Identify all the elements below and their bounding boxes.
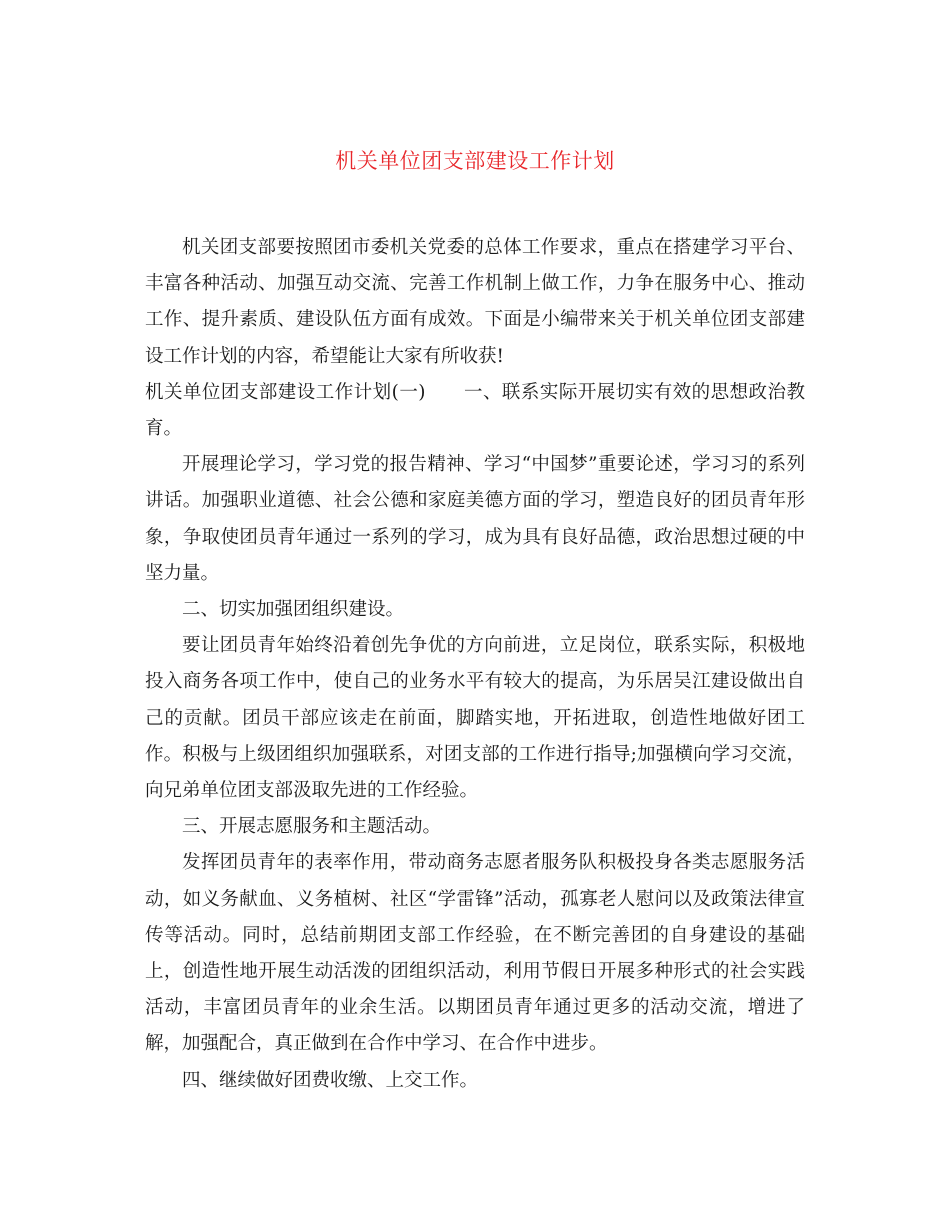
paragraph-volunteer: 发挥团员青年的表率作用，带动商务志愿者服务队积极投身各类志愿服务活动，如义务献血、义务植树、社区“学雷锋”活动，孤寡老人慰问以及政策法律宣传等活动。同时，总结前期团支部工作经验，在不断完善团的自身建设的基础上，创造性地开展生动活泼的团组织活动，利用节假日开展多种形式的社会实践活动，丰富团员青年的业余生活。以期团员青年通过更多的活动交流，增进了解，加强配合，真正做到在合作中学习、在合作中进步。 (145, 852, 805, 1055)
plan-heading: 机关单位团支部建设工作计划(一) (145, 381, 426, 403)
section-heading-4: 四、继续做好团费收缴、上交工作。 (182, 1069, 479, 1091)
section-heading-3: 三、开展志愿服务和主题活动。 (182, 816, 442, 838)
paragraph-theory-study: 开展理论学习，学习党的报告精神、学习“中国梦”重要论述，学习习的系列讲话。加强职业道德、社会公德和家庭美德方面的学习，塑造良好的团员青年形象，争取使团员青年通过一系列的学习，成为具有良好品德，政治思想过硬的中坚力量。 (145, 454, 805, 584)
paragraph-organization: 要让团员青年始终沿着创先争优的方向前进，立足岗位，联系实际，积极地投入商务各项工作中，使自己的业务水平有较大的提高，为乐居吴江建设做出自己的贡献。团员干部应该走在前面，脚踏实地，开拓进取，创造性地做好团工作。积极与上级团组织加强联系，对团支部的工作进行指导;加强横向学习交流，向兄弟单位团支部汲取先进的工作经验。 (145, 635, 805, 802)
section-heading-2: 二、切实加强团组织建设。 (182, 599, 405, 621)
plan-first-item: 一、联系实际开展切实有效的思想政治教育。 (145, 381, 805, 440)
intro-paragraph: 机关团支部要按照团市委机关党委的总体工作要求，重点在搭建学习平台、丰富各种活动、加强互动交流、完善工作机制上做工作，力争在服务中心、推动工作、提升素质、建设队伍方面有成效。下面是小编带来关于机关单位团支部建设工作计划的内容，希望能让大家有所收获! (145, 237, 805, 367)
plan-heading-line (145, 375, 805, 447)
document-body (145, 230, 805, 1099)
document-title: 机关单位团支部建设工作计划 (335, 149, 615, 173)
